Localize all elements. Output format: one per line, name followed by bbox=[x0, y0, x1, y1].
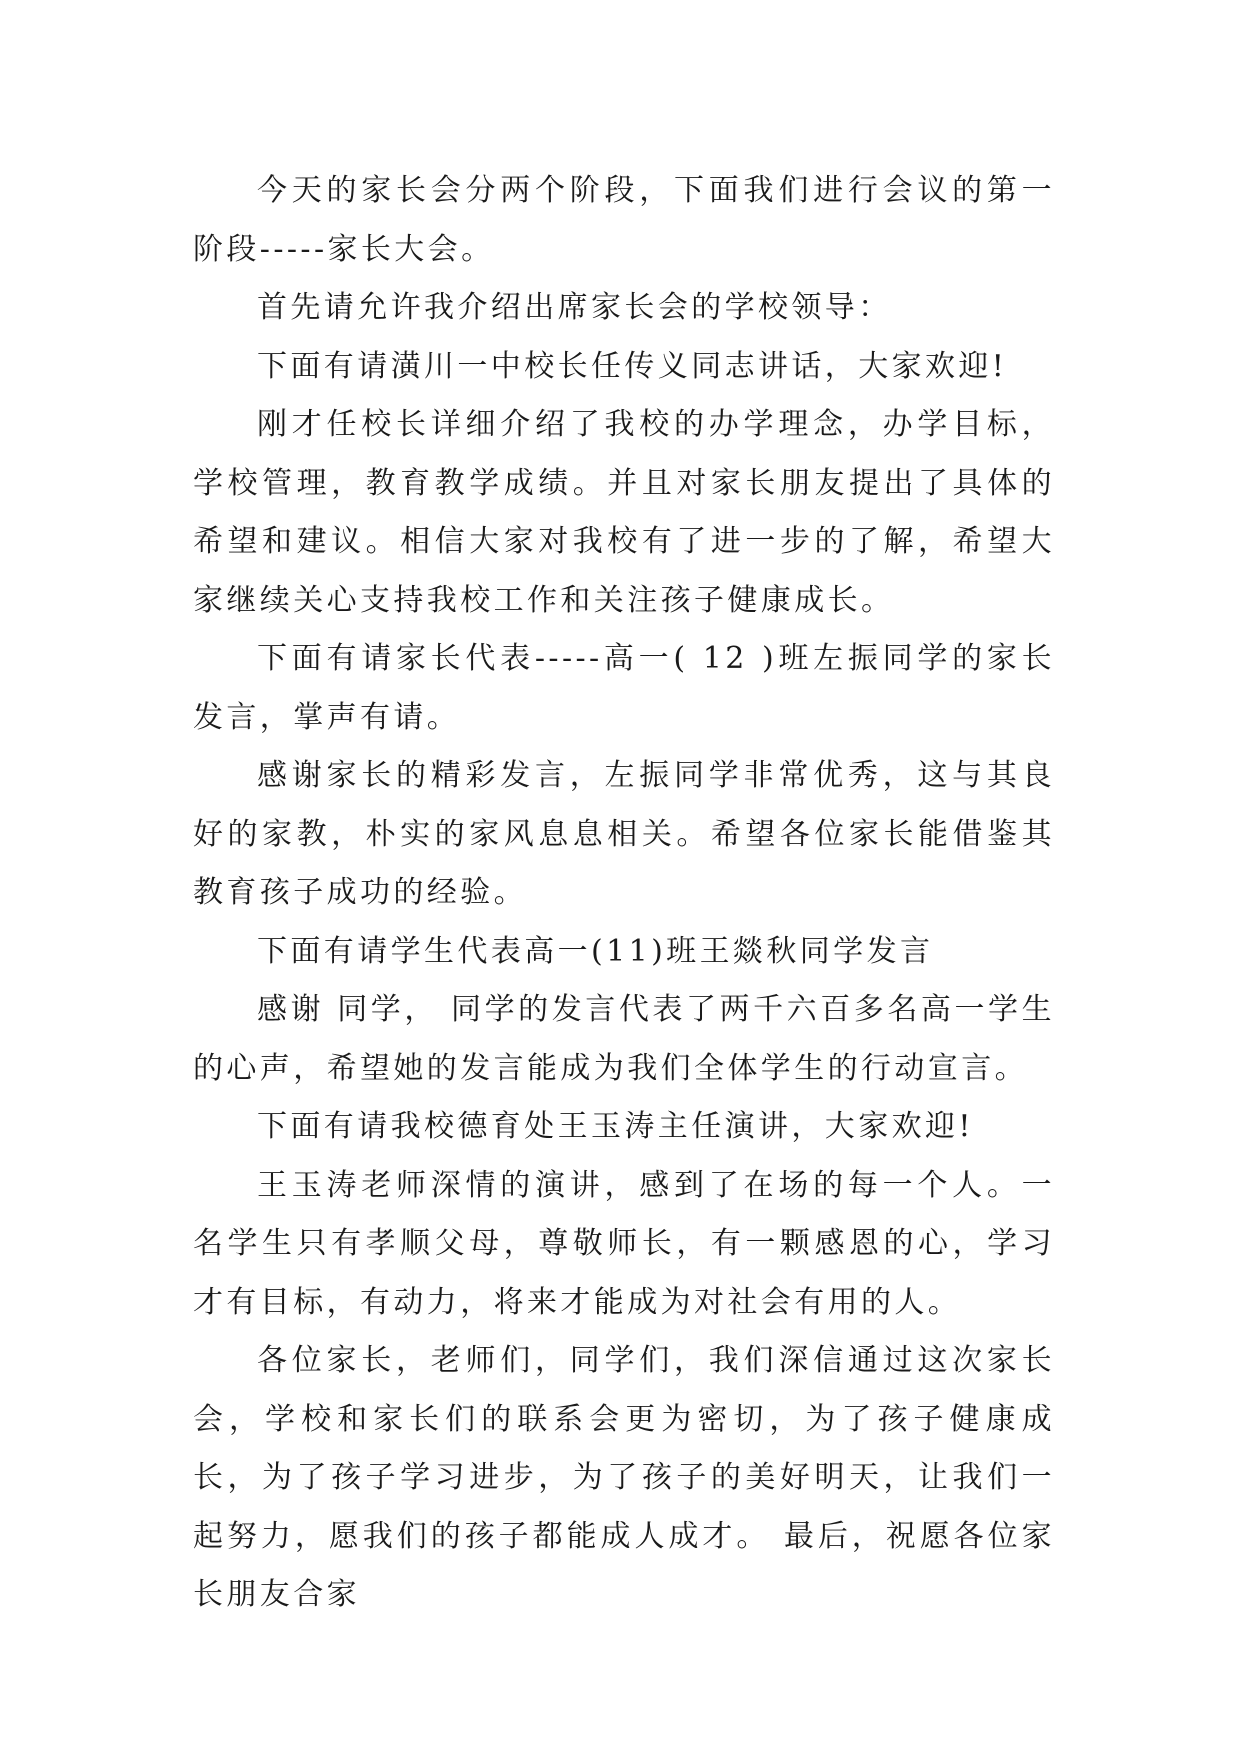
paragraph-1: 今天的家长会分两个阶段，下面我们进行会议的第一阶段-----家长大会。 bbox=[193, 173, 1055, 267]
paragraph-3: 下面有请潢川一中校长任传义同志讲话，大家欢迎! bbox=[257, 348, 1008, 384]
document-body bbox=[193, 162, 1055, 1625]
paragraph-8: 感谢 同学， 同学的发言代表了两千六百多名高一学生的心声，希望她的发言能成为我们全体学生的行动宣言。 bbox=[193, 992, 1055, 1086]
paragraph-11: 各位家长，老师们，同学们，我们深信通过这次家长会，学校和家长们的联系会更为密切，为了孩子健康成长，为了孩子学习进步，为了孩子的美好明天，让我们一起努力，愿我们的孩子都能成人成才。 最后，祝愿各位家长朋友合家 bbox=[193, 1343, 1055, 1612]
paragraph-4: 刚才任校长详细介绍了我校的办学理念，办学目标，学校管理，教育教学成绩。并且对家长朋友提出了具体的希望和建议。相信大家对我校有了进一步的了解，希望大家继续关心支持我校工作和关注孩子健康成长。 bbox=[193, 407, 1055, 618]
paragraph-7: 下面有请学生代表高一(11)班王燚秋同学发言 bbox=[257, 933, 934, 969]
paragraph-6: 感谢家长的精彩发言，左振同学非常优秀，这与其良好的家教，朴实的家风息息相关。希望各位家长能借鉴其教育孩子成功的经验。 bbox=[193, 758, 1055, 910]
paragraph-9: 下面有请我校德育处王玉涛主任演讲，大家欢迎! bbox=[257, 1109, 974, 1144]
paragraph-2: 首先请允许我介绍出席家长会的学校领导： bbox=[257, 290, 892, 325]
paragraph-5: 下面有请家长代表-----高一( 12 )班左振同学的家长发言，掌声有请。 bbox=[193, 641, 1055, 735]
paragraph-10: 王玉涛老师深情的演讲，感到了在场的每一个人。一名学生只有孝顺父母，尊敬师长，有一颗感恩的心，学习才有目标，有动力，将来才能成为对社会有用的人。 bbox=[193, 1167, 1055, 1320]
